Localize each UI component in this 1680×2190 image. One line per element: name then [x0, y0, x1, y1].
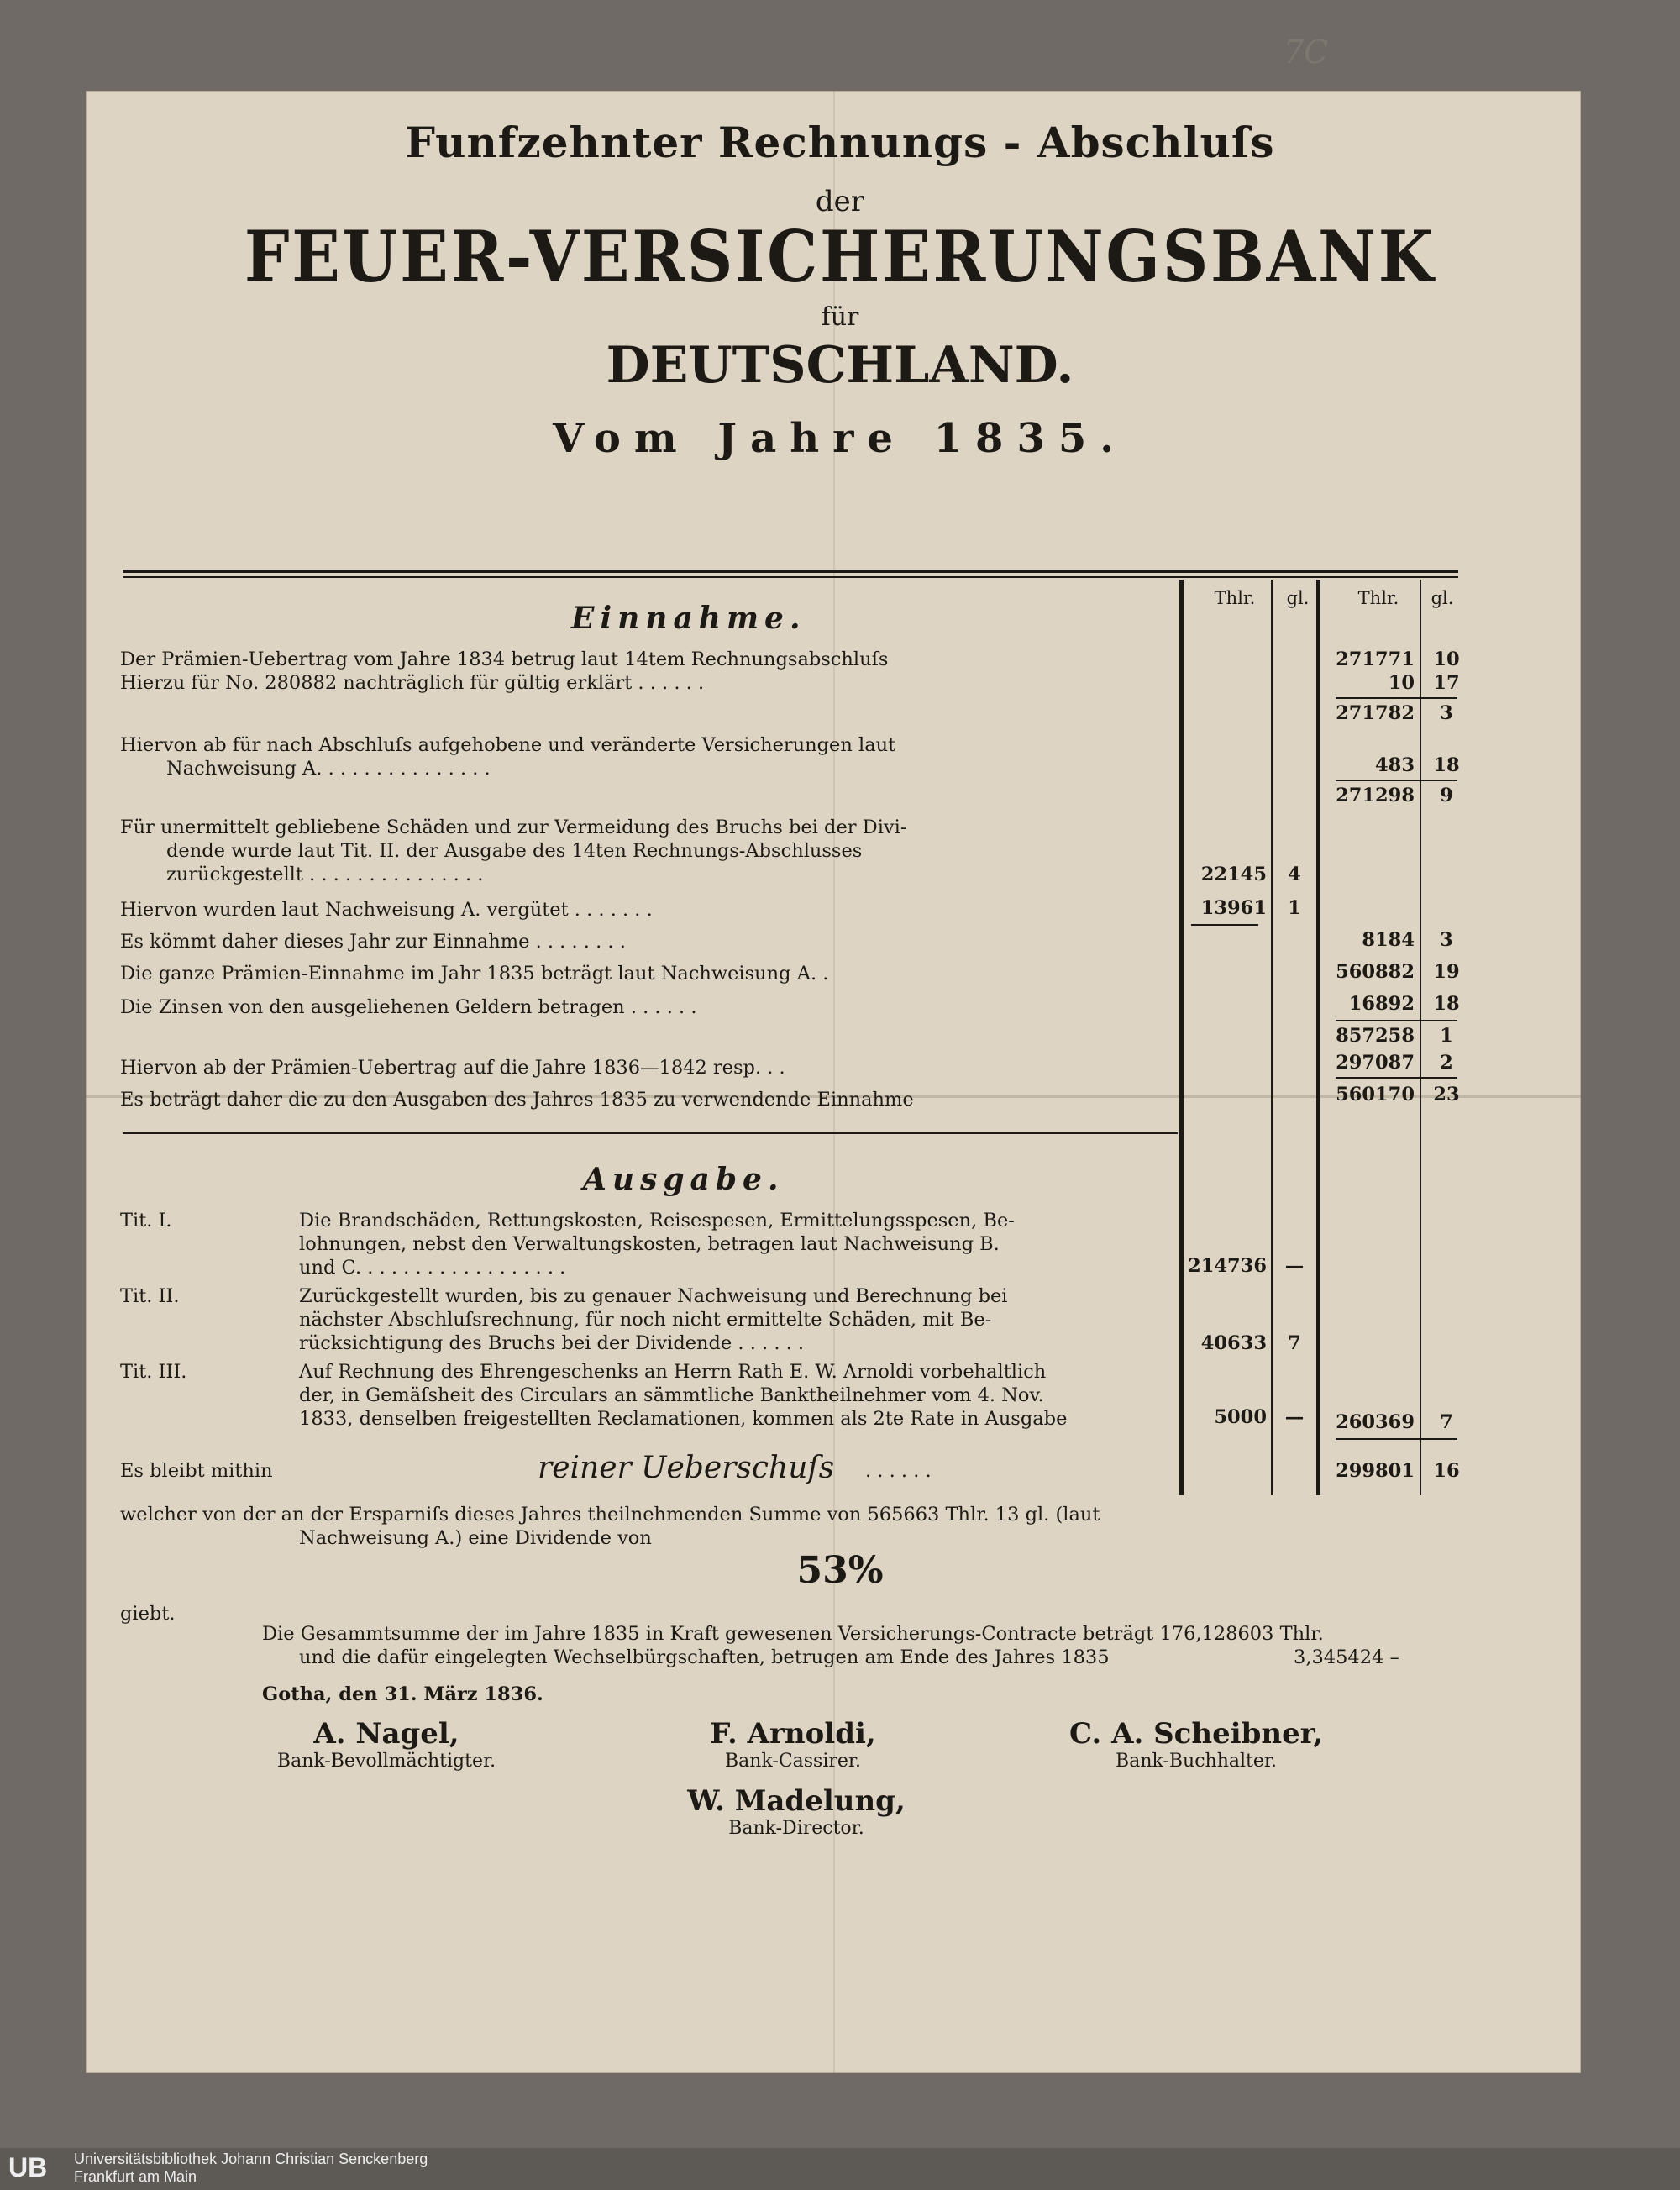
einnahme-row-3-gl: 3: [1440, 702, 1453, 724]
underline-sum-5: [1336, 1077, 1457, 1079]
dividend-percent: 53%: [796, 1549, 884, 1592]
rest-thlr: 299801: [1336, 1460, 1415, 1482]
ub-footer-text: [74, 2151, 428, 2186]
einnahme-row-10-gl: 18: [1433, 993, 1460, 1015]
einnahme-row-12-thlr: 297087: [1336, 1052, 1415, 1074]
rest-gl: 16: [1433, 1460, 1460, 1482]
sum-line-2: und die dafür eingelegten Wechselbürgschaften, betrugen am Ende des Jahres 1835: [299, 1646, 1110, 1668]
title-rule-bottom: [123, 576, 1458, 578]
einnahme-row-2-thlr: 10: [1388, 672, 1415, 694]
title-line-4: für: [821, 302, 859, 332]
col-head-thlr-2: Thlr.: [1357, 588, 1399, 608]
ausgabe-tit1-text-c: und C. . . . . . . . . . . . . . . . . .: [299, 1257, 566, 1279]
einnahme-row-6-text-a: Für unermittelt gebliebene Schäden und zur Vermeidung des Bruchs bei der Divi-: [120, 817, 907, 838]
dividend-giebt: giebt.: [120, 1603, 176, 1625]
col-head-gl-1: gl.: [1286, 588, 1310, 608]
ausgabe-tit3-gl: —: [1284, 1406, 1305, 1428]
einnahme-row-4-gl: 18: [1433, 754, 1460, 776]
einnahme-row-2-text: Hierzu für No. 280882 nachträglich für gültig erklärt . . . . . .: [120, 672, 705, 694]
title-line-2: der: [815, 185, 865, 218]
underline-sum-1: [1336, 697, 1457, 699]
ausgabe-tit1-label: Tit. I.: [120, 1210, 172, 1232]
signature-name: F. Arnoldi,: [710, 1717, 876, 1751]
einnahme-row-1-gl: 10: [1433, 649, 1460, 670]
einnahme-row-11-thlr: 857258: [1336, 1025, 1415, 1047]
ub-footer-line-2: Frankfurt am Main: [74, 2168, 197, 2185]
signature-name: C. A. Scheibner,: [1068, 1717, 1324, 1751]
col-line-1: [1179, 580, 1184, 1495]
ausgabe-total-thlr: 260369: [1336, 1411, 1415, 1433]
einnahme-row-7-thlr: 13961: [1200, 897, 1267, 919]
einnahme-row-8-gl: 3: [1440, 929, 1453, 951]
place-date: Gotha, den 31. März 1836.: [262, 1683, 543, 1705]
col-head-thlr-1: Thlr.: [1214, 588, 1256, 608]
ausgabe-tit1-gl: —: [1284, 1255, 1305, 1277]
signature-name: A. Nagel,: [313, 1717, 459, 1751]
einnahme-row-9-thlr: 560882: [1336, 961, 1415, 983]
dividend-line-1: welcher von der an der Ersparniſs dieses Jahres theilnehmenden Summe von 565663 Thlr. 13 gl. (laut: [120, 1504, 1100, 1526]
einnahme-row-6-text-c: zurückgestellt . . . . . . . . . . . . . . .: [166, 864, 484, 885]
underline-sum-4: [1336, 1020, 1457, 1021]
einnahme-row-7-gl: 1: [1288, 897, 1301, 919]
dividend-line-2: Nachweisung A.) eine Dividende von: [299, 1527, 652, 1549]
einnahme-row-4-text-a: Hiervon ab für nach Abschluſs aufgehobene und veränderte Versicherungen laut: [120, 734, 896, 756]
ausgabe-tit3-text-a: Auf Rechnung des Ehrengeschenks an Herrn Rath E. W. Arnoldi vorbehaltlich: [299, 1361, 1047, 1383]
ub-logo: UB: [8, 2152, 48, 2182]
ausgabe-tit3-text-c: 1833, denselben freigestellten Reclamationen, kommen als 2te Rate in Ausgabe: [299, 1408, 1068, 1430]
underline-sum-2: [1336, 780, 1457, 781]
ausgabe-total-gl: 7: [1440, 1411, 1453, 1433]
ausgabe-tit2-text-b: nächster Abschluſsrechnung, für noch nicht ermittelte Schäden, mit Be-: [299, 1309, 992, 1331]
ausgabe-tit2-gl: 7: [1288, 1332, 1301, 1354]
col-line-3: [1316, 580, 1320, 1495]
einnahme-row-2-gl: 17: [1433, 672, 1460, 694]
einnahme-row-12-text: Hiervon ab der Prämien-Uebertrag auf die Jahre 1836—1842 resp. . .: [120, 1057, 785, 1079]
einnahme-row-5-gl: 9: [1440, 785, 1453, 806]
title-rule-top: [123, 570, 1458, 573]
signature-name: W. Madelung,: [687, 1784, 906, 1818]
ausgabe-tit2-text-a: Zurückgestellt wurden, bis zu genauer Nachweisung und Berechnung bei: [299, 1285, 1008, 1307]
underline-sum-6: [1336, 1438, 1457, 1440]
einnahme-row-11-gl: 1: [1440, 1025, 1453, 1047]
signature-role: Bank-Cassirer.: [724, 1751, 862, 1772]
rest-label: reiner Ueberschuſs: [538, 1451, 835, 1485]
einnahme-row-6-text-b: dende wurde laut Tit. II. der Ausgabe des 14ten Rechnungs-Abschlusses: [166, 840, 863, 862]
signature-nagel: [210, 1717, 563, 1772]
ausgabe-tit2-text-c: rücksichtigung des Bruchs bei der Dividende . . . . . .: [299, 1332, 805, 1354]
ausgabe-tit3-text-b: der, in Gemäſsheit des Circulars an sämmtliche Banktheilnehmer vom 4. Nov.: [299, 1384, 1044, 1406]
einnahme-row-4-text-b: Nachweisung A. . . . . . . . . . . . . . .: [166, 758, 491, 780]
einnahme-row-3-thlr: 271782: [1336, 702, 1415, 724]
einnahme-row-13-gl: 23: [1433, 1084, 1460, 1106]
signature-scheibner: [1020, 1717, 1373, 1772]
signature-role: Bank-Bevollmächtigter.: [276, 1751, 496, 1772]
col-line-2: [1271, 580, 1273, 1495]
section-divider: [123, 1132, 1178, 1134]
einnahme-heading: Einnahme.: [571, 601, 806, 636]
einnahme-row-1-thlr: 271771: [1336, 649, 1415, 670]
rest-prefix: Es bleibt mithin: [120, 1460, 273, 1482]
title-line-1: Funfzehnter Rechnungs - Abschluſs: [405, 118, 1275, 167]
einnahme-row-8-text: Es kömmt daher dieses Jahr zur Einnahme . . . . . . . .: [120, 931, 626, 953]
signature-role: Bank-Director.: [728, 1818, 864, 1839]
einnahme-row-5-thlr: 271298: [1336, 785, 1415, 806]
einnahme-row-8-thlr: 8184: [1362, 929, 1415, 951]
einnahme-row-6-thlr: 22145: [1200, 864, 1267, 885]
einnahme-row-13-thlr: 560170: [1336, 1084, 1415, 1106]
signature-madelung: [620, 1784, 973, 1839]
ausgabe-tit3-thlr: 5000: [1214, 1406, 1267, 1428]
title-country: DEUTSCHLAND.: [606, 336, 1074, 395]
einnahme-row-1-text: Der Prämien-Uebertrag vom Jahre 1834 betrug laut 14tem Rechnungsabschluſs: [120, 649, 889, 670]
ausgabe-tit2-label: Tit. II.: [120, 1285, 180, 1307]
signature-arnoldi: [617, 1717, 969, 1772]
ausgabe-tit1-thlr: 214736: [1188, 1255, 1267, 1277]
underline-sum-3: [1191, 924, 1258, 926]
ausgabe-tit2-thlr: 40633: [1200, 1332, 1267, 1354]
title-year: Vom Jahre 1835.: [553, 415, 1127, 462]
ausgabe-tit3-label: Tit. III.: [120, 1361, 187, 1383]
einnahme-row-4-thlr: 483: [1375, 754, 1415, 776]
rest-dots: . . . . . .: [865, 1460, 932, 1482]
ub-footer-line-1: Universitätsbibliothek Johann Christian Senckenberg: [74, 2151, 428, 2167]
einnahme-row-10-text: Die Zinsen von den ausgeliehenen Geldern betragen . . . . . .: [120, 996, 697, 1018]
einnahme-row-7-text: Hiervon wurden laut Nachweisung A. vergütet . . . . . . .: [120, 899, 653, 921]
ausgabe-tit1-text-a: Die Brandschäden, Rettungskosten, Reisespesen, Ermittelungsspesen, Be-: [299, 1210, 1015, 1232]
col-head-gl-2: gl.: [1431, 588, 1454, 608]
title-main: FEUER-VERSICHERUNGSBANK: [244, 215, 1436, 298]
einnahme-row-12-gl: 2: [1440, 1052, 1453, 1074]
einnahme-row-10-thlr: 16892: [1348, 993, 1415, 1015]
einnahme-row-6-gl: 4: [1288, 864, 1301, 885]
sum-line-2-value: 3,345424 –: [1294, 1646, 1399, 1668]
signature-role: Bank-Buchhalter.: [1116, 1751, 1277, 1772]
einnahme-row-9-gl: 19: [1433, 961, 1460, 983]
ausgabe-heading: Ausgabe.: [583, 1162, 785, 1197]
pencil-mark: 7C: [1284, 34, 1329, 71]
einnahme-row-13-text: Es beträgt daher die zu den Ausgaben des Jahres 1835 zu verwendende Einnahme: [120, 1089, 914, 1111]
col-line-4: [1420, 580, 1421, 1495]
ausgabe-tit1-text-b: lohnungen, nebst den Verwaltungskosten, betragen laut Nachweisung B.: [299, 1233, 1000, 1255]
sum-line-1: Die Gesammtsumme der im Jahre 1835 in Kraft gewesenen Versicherungs-Contracte beträgt 176,128603 Thlr.: [262, 1623, 1324, 1645]
einnahme-row-9-text: Die ganze Prämien-Einnahme im Jahr 1835 beträgt laut Nachweisung A. .: [120, 963, 829, 985]
